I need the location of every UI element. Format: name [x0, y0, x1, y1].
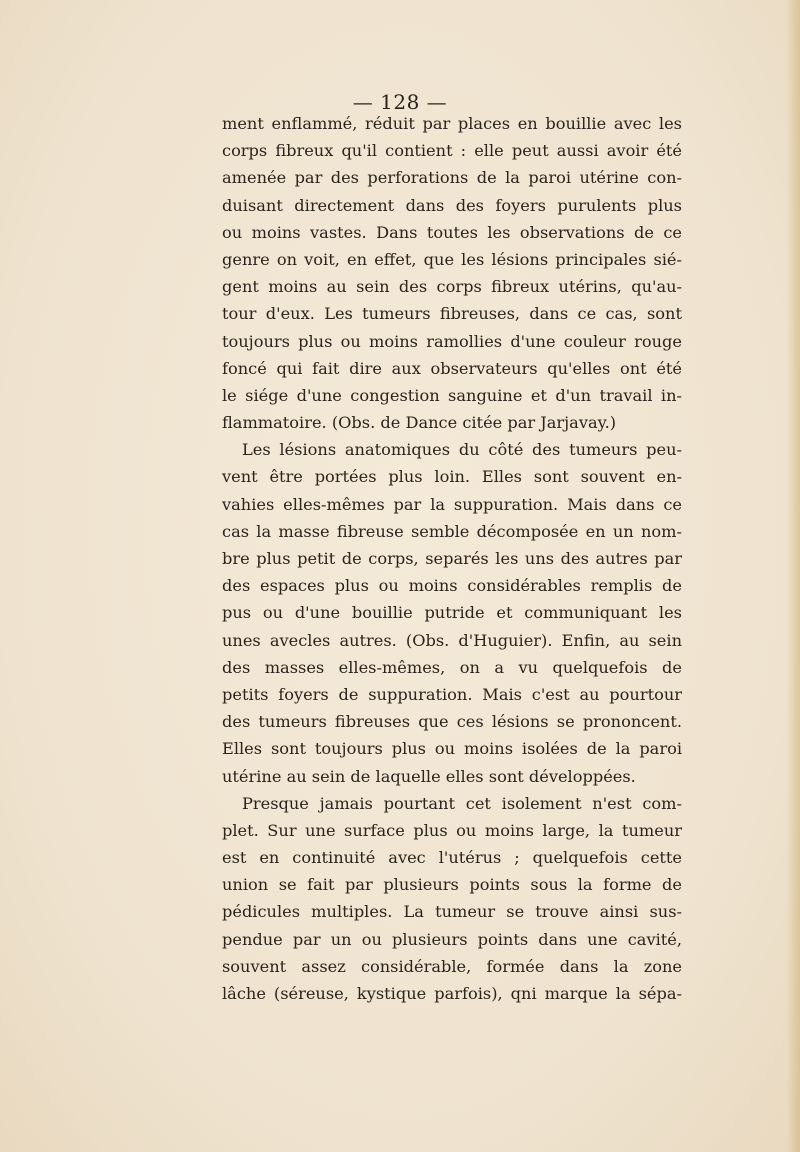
text-line: lâche (séreuse, kystique parfois), qni marque la sépa-	[222, 984, 682, 1003]
text-line: Elles sont toujours plus ou moins isolées de la paroi	[222, 739, 682, 759]
text-line: plet. Sur une surface plus ou moins large, la tumeur	[222, 820, 682, 840]
text-line: des tumeurs fibreuses que ces lésions se prononcent.	[222, 712, 682, 732]
text-line: flammatoire. (Obs. de Dance citée par Jarjavay.)	[222, 413, 617, 433]
text-line: pus ou d'une bouillie putride et communiquant les	[222, 603, 682, 623]
text-line: pédicules multiples. La tumeur se trouve ainsi sus-	[222, 902, 682, 922]
text-line: genre on voit, en effet, que les lésions principales sié-	[222, 249, 682, 269]
text-line: souvent assez considérable, formée dans la zone	[222, 956, 682, 976]
text-line: des espaces plus ou moins considérables remplis de	[222, 576, 682, 596]
text-line: union se fait par plusieurs points sous la forme de	[222, 875, 682, 895]
text-line: gent moins au sein des corps fibreux utérins, qu'au-	[222, 277, 682, 297]
text-line: petits foyers de suppuration. Mais c'est au pourtour	[222, 684, 682, 704]
text-line: cas la masse fibreuse semble décomposée en un nom-	[222, 521, 682, 541]
text-line: vent être portées plus loin. Elles sont souvent en-	[222, 467, 682, 487]
page-edge-shadow	[786, 0, 800, 1152]
body-text	[222, 110, 682, 1007]
text-line: unes avecles autres. (Obs. d'Huguier). Enfin, au sein	[222, 630, 682, 650]
text-line: Presque jamais pourtant cet isolement n'est com-	[242, 793, 682, 813]
text-line: tour d'eux. Les tumeurs fibreuses, dans ce cas, sont	[222, 304, 682, 324]
text-line: corps fibreux qu'il contient : elle peut aussi avoir été	[222, 141, 682, 161]
text-line: utérine au sein de laquelle elles sont développées.	[222, 766, 636, 786]
text-line: duisant directement dans des foyers purulents plus	[222, 195, 682, 215]
text-line: ment enflammé, réduit par places en bouillie avec les	[222, 114, 682, 133]
text-line: amenée par des perforations de la paroi utérine con-	[222, 168, 682, 188]
text-line: vahies elles-mêmes par la suppuration. Mais dans ce	[222, 494, 682, 514]
text-line: Les lésions anatomiques du côté des tumeurs peu-	[242, 440, 682, 460]
text-line: le siége d'une congestion sanguine et d'un travail in-	[222, 385, 682, 405]
page-number: — 128 —	[352, 90, 448, 114]
text-line: pendue par un ou plusieurs points dans une cavité,	[222, 929, 682, 949]
text-line: foncé qui fait dire aux observateurs qu'elles ont été	[222, 358, 682, 378]
text-line: est en continuité avec l'utérus ; quelquefois cette	[222, 848, 682, 868]
text-line: ou moins vastes. Dans toutes les observations de ce	[222, 222, 682, 242]
text-line: des masses elles-mêmes, on a vu quelquefois de	[222, 657, 682, 677]
text-line: toujours plus ou moins ramollies d'une couleur rouge	[222, 331, 682, 351]
text-line: bre plus petit de corps, separés les uns des autres par	[222, 549, 682, 568]
